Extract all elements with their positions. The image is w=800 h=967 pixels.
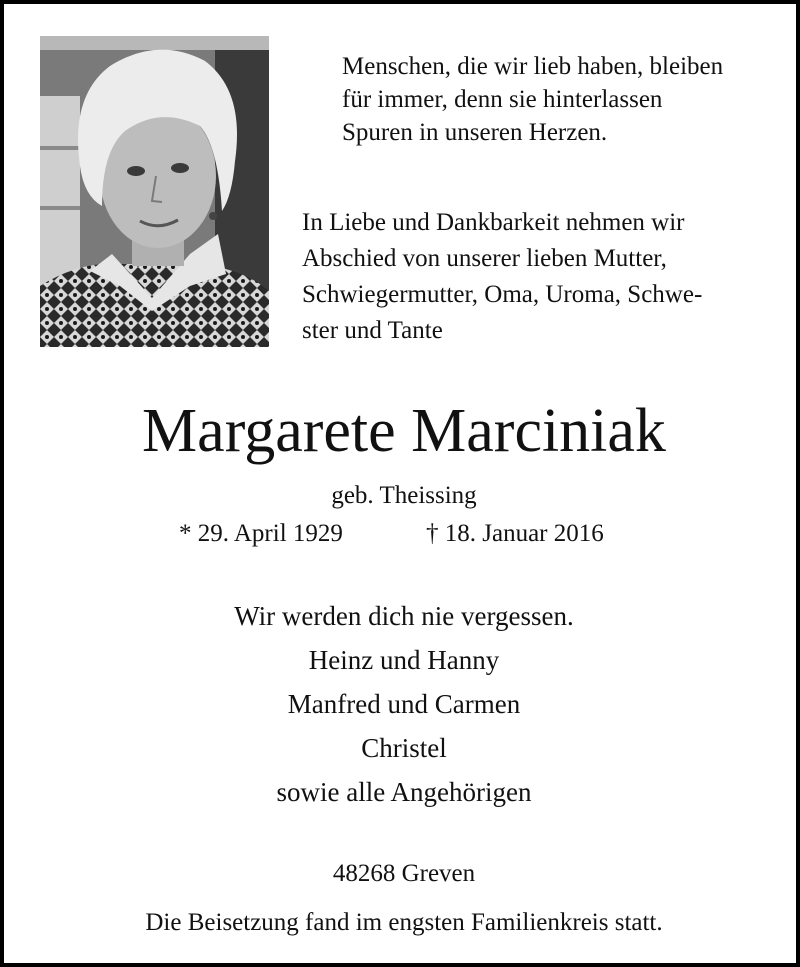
farewell-line: ster und Tante — [302, 317, 443, 344]
verse-line: für immer, denn sie hinterlassen — [342, 86, 663, 113]
maiden-name: geb. Theissing — [331, 482, 477, 509]
farewell-text — [302, 205, 767, 349]
portrait-photo — [40, 36, 269, 347]
verse-line: Menschen, die wir lieb haben, bleiben — [342, 53, 724, 80]
mourners-list — [4, 594, 800, 814]
mourner-line: Heinz und Hanny — [308, 645, 500, 675]
memorial-verse — [342, 50, 782, 149]
farewell-line: Schwiegermutter, Oma, Uroma, Schwe- — [302, 281, 703, 308]
verse-line: Spuren in unseren Herzen. — [342, 119, 608, 146]
farewell-line: Abschied von unserer lieben Mutter, — [302, 245, 667, 272]
birth-date: * 29. April 1929 — [179, 520, 343, 547]
mourner-line: Christel — [361, 733, 447, 763]
place-line: 48268 Greven — [332, 860, 476, 887]
farewell-line: In Liebe und Dankbarkeit nehmen wir — [302, 209, 685, 236]
mourner-line: Wir werden dich nie vergessen. — [234, 601, 574, 631]
portrait-image — [40, 36, 269, 347]
mourner-line: Manfred und Carmen — [287, 689, 521, 719]
funeral-note: Die Beisetzung fand im engsten Familienkreis statt. — [145, 909, 663, 936]
death-date: † 18. Januar 2016 — [426, 520, 604, 547]
mourner-line: sowie alle Angehörigen — [276, 777, 532, 807]
deceased-name: Margarete Marciniak — [142, 397, 666, 465]
life-dates — [179, 518, 639, 550]
